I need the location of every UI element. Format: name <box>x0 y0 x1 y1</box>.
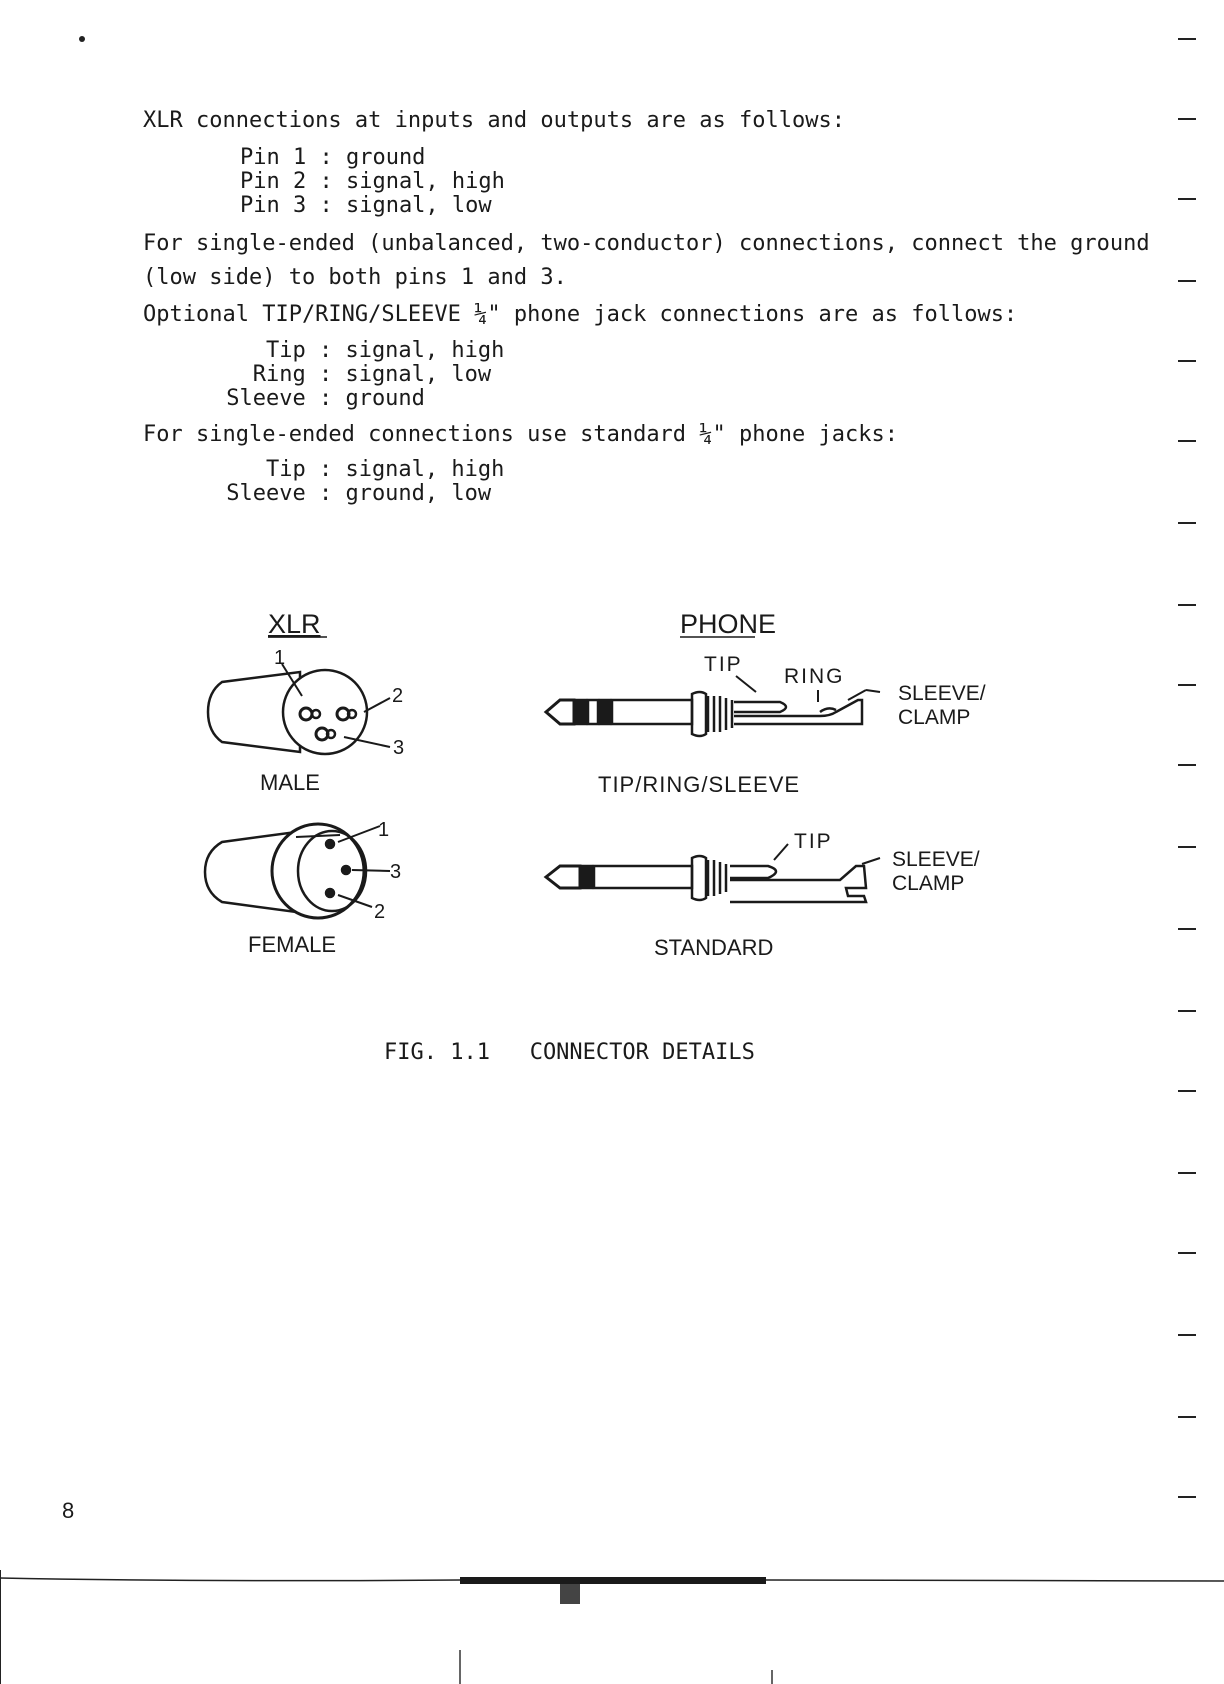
trs-ring-label: RING <box>784 665 845 688</box>
trs-clamp-label: CLAMP <box>898 706 971 729</box>
standard-tip-label: TIP <box>794 830 833 853</box>
margin-tick <box>1178 1090 1196 1092</box>
margin-tick <box>1178 846 1196 848</box>
male-label: MALE <box>260 770 320 795</box>
margin-tick <box>1178 604 1196 606</box>
ts-tip-text: Tip : signal, high <box>213 457 505 482</box>
ts-sleeve-text: Sleeve : ground, low <box>213 481 492 506</box>
xlr-pin-1-text: Pin 1 : ground <box>240 145 426 170</box>
xlr-pin-3-text: Pin 3 : signal, low <box>240 193 492 218</box>
trs-ring-text: Ring : signal, low <box>213 362 492 387</box>
single-ended-text-line1: For single-ended (unbalanced, two-conductor) connections, connect the ground <box>143 231 1150 256</box>
xlr-pin-2-text: Pin 2 : signal, high <box>240 169 505 194</box>
xlr-female-connector-drawing <box>205 824 390 918</box>
margin-tick <box>1178 1252 1196 1254</box>
female-label: FEMALE <box>248 932 337 957</box>
xlr-heading: XLR <box>268 609 321 639</box>
margin-tick <box>1178 280 1196 282</box>
margin-tick <box>1178 440 1196 442</box>
margin-tick <box>1178 764 1196 766</box>
trs-tip-text: Tip : signal, high <box>213 338 505 363</box>
margin-tick <box>1178 1496 1196 1498</box>
margin-tick <box>1178 118 1196 120</box>
margin-tick <box>1178 928 1196 930</box>
phone-heading: PHONE <box>680 609 777 639</box>
trs-sleeve-text: Sleeve : ground <box>213 386 425 411</box>
xlr-intro-text: XLR connections at inputs and outputs are as follows: <box>143 108 845 133</box>
male-pin-3-label: 3 <box>393 737 405 759</box>
margin-tick <box>1178 198 1196 200</box>
margin-tick <box>1178 684 1196 686</box>
standard-caption: STANDARD <box>654 935 774 960</box>
standard-clamp-label: CLAMP <box>892 872 965 895</box>
margin-tick <box>1178 1010 1196 1012</box>
page-number: 8 <box>62 1498 75 1523</box>
figure-caption: FIG. 1.1 CONNECTOR DETAILS <box>384 1040 755 1065</box>
margin-tick <box>1178 1172 1196 1174</box>
female-pin-3-label: 3 <box>390 861 402 883</box>
binding-clip <box>560 1584 580 1604</box>
margin-tick <box>1178 1416 1196 1418</box>
single-ended-text-line2: (low side) to both pins 1 and 3. <box>143 265 567 290</box>
trs-intro-text: Optional TIP/RING/SLEEVE ¼" phone jack connections are as follows: <box>143 302 1018 327</box>
female-pin-1-label: 1 <box>378 819 390 841</box>
margin-tick <box>1178 522 1196 524</box>
standard-sleeve-label: SLEEVE/ <box>892 848 980 871</box>
trs-caption: TIP/RING/SLEEVE <box>598 772 801 797</box>
scan-dot <box>79 36 85 42</box>
margin-tick <box>1178 1334 1196 1336</box>
binding-bar <box>460 1577 766 1584</box>
trs-sleeve-label: SLEEVE/ <box>898 682 986 705</box>
trs-tip-label: TIP <box>704 653 743 676</box>
female-pin-2-label: 2 <box>374 901 386 923</box>
male-pin-2-label: 2 <box>392 685 404 707</box>
male-pin-1-label: 1 <box>274 647 286 669</box>
xlr-male-connector-drawing <box>208 664 390 754</box>
margin-tick <box>1178 38 1196 40</box>
ts-intro-text: For single-ended connections use standard ¼" phone jacks: <box>143 422 898 447</box>
margin-tick <box>1178 360 1196 362</box>
